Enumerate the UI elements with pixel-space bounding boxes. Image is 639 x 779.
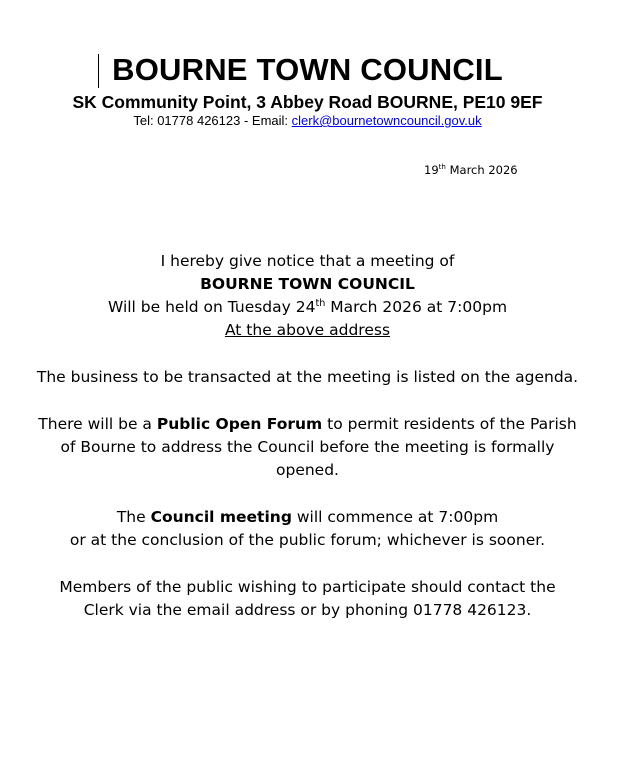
forum-bold: Public Open Forum xyxy=(156,415,323,433)
contact-phone-text: Tel: 01778 426123 - Email: xyxy=(133,113,292,128)
held-prefix: Will be held on Tuesday 24 xyxy=(107,298,316,316)
notice-intro: I hereby give notice that a meeting of xyxy=(160,252,455,270)
held-day-suffix: th xyxy=(315,297,326,309)
notice-council-name: BOURNE TOWN COUNCIL xyxy=(200,275,415,293)
council-contact xyxy=(0,113,615,129)
date-day: 19 xyxy=(424,163,439,177)
meeting-bold: Council meeting xyxy=(150,508,292,526)
council-title: BOURNE TOWN COUNCIL xyxy=(112,52,503,87)
meeting-line-2: or at the conclusion of the public forum; whichever is sooner. xyxy=(69,531,546,549)
members-line-1: Members of the public wishing to participate should contact the xyxy=(59,578,556,596)
forum-prefix: There will be a xyxy=(38,415,157,433)
notice-date xyxy=(424,162,518,178)
notice-block xyxy=(0,250,615,342)
members-line-2: Clerk via the email address or by phoning 01778 426123. xyxy=(83,601,532,619)
date-rest: March 2026 xyxy=(445,163,518,177)
forum-paragraph xyxy=(0,413,615,482)
meeting-line-1 xyxy=(0,506,615,529)
held-rest: March 2026 at 7:00pm xyxy=(325,298,508,316)
forum-line-1 xyxy=(0,413,615,436)
forum-line-2: of Bourne to address the Council before the meeting is formally xyxy=(60,438,555,456)
council-address: SK Community Point, 3 Abbey Road BOURNE, PE10 9EF xyxy=(72,92,543,112)
business-paragraph: The business to be transacted at the meeting is listed on the agenda. xyxy=(36,368,579,386)
members-paragraph xyxy=(0,576,615,622)
notice-location xyxy=(0,319,615,342)
notice-held-line xyxy=(0,296,615,319)
meeting-paragraph xyxy=(0,506,615,552)
forum-suffix: to permit residents of the Parish xyxy=(322,415,577,433)
meeting-prefix: The xyxy=(116,508,151,526)
date-day-suffix: th xyxy=(438,162,446,172)
notice-location-text: At the above address xyxy=(224,321,391,339)
forum-line-3: opened. xyxy=(276,461,339,479)
email-link[interactable]: clerk@bournetowncouncil.gov.uk xyxy=(291,113,482,128)
meeting-suffix: will commence at 7:00pm xyxy=(291,508,499,526)
